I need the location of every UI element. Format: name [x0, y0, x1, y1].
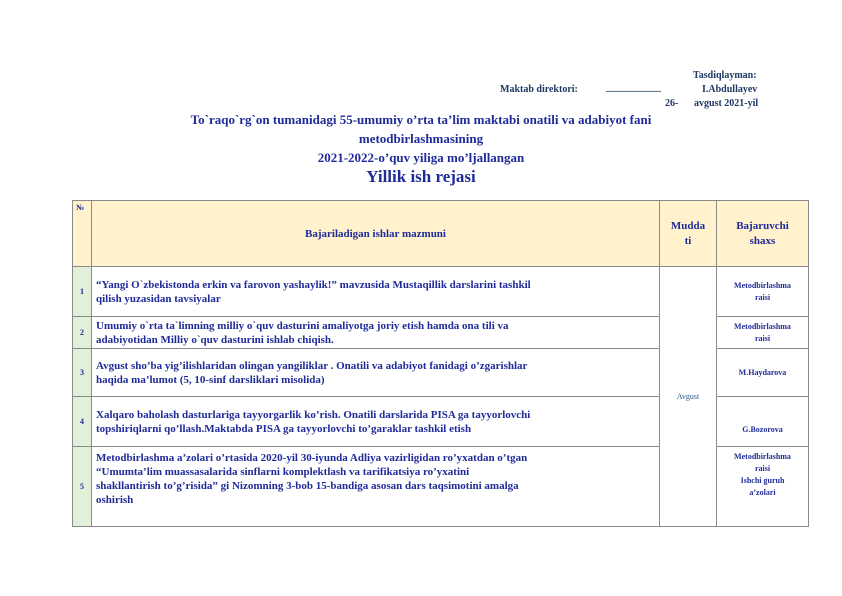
- row-content-line: “Umumta’lim muassasalarida sinflarni komplektlash va tarifikatsiya ro’yxatini: [96, 466, 470, 478]
- responsible-line: raisi: [754, 333, 771, 343]
- row-number: 2: [73, 317, 92, 349]
- approval-label: Tasdiqlayman:: [693, 70, 757, 81]
- row-content-line: shakllantirish to’g’risida” gi Nizomning 3-bob 15-bandiga asosan dars taqsimotini amalga: [96, 480, 519, 492]
- row-content-line: haqida ma’lumot (5, 10-sinf darsliklari misolida): [96, 373, 325, 386]
- responsible-line: G.Bozorova: [742, 425, 783, 434]
- row-content-line: topshiriqlarni qo’llash.Maktabda PISA ga tayyorlovchi to’garaklar tashkil etish: [96, 422, 472, 435]
- table-row: [73, 267, 809, 317]
- title-line-3: 2021-2022-o’quv yiliga mo’ljallangan: [317, 150, 525, 165]
- deadline-cell: Avgust: [660, 267, 717, 527]
- row-number: 1: [73, 267, 92, 317]
- title-line-2: metodbirlashmasining: [358, 131, 484, 146]
- responsible-line: Ishchi guruh: [740, 476, 785, 485]
- row-content: [92, 447, 660, 527]
- row-number: 4: [73, 397, 92, 447]
- work-plan-table: [72, 200, 809, 527]
- responsible-cell: [717, 317, 809, 349]
- responsible-cell: [717, 397, 809, 447]
- row-number: 5: [73, 447, 92, 527]
- row-content-line: Avgust sho’ba yig’ilishlaridan olingan yangiliklar . Onatili va adabiyot fanidagi o’zgarishlar: [96, 359, 528, 372]
- row-content: [92, 317, 660, 349]
- signature-line: ___________: [606, 82, 661, 93]
- row-content: [92, 397, 660, 447]
- row-content-line: oshirish: [96, 494, 134, 506]
- header-responsible-line-1: Bajaruvchi: [736, 219, 789, 232]
- responsible-line: Metodbirlashma: [734, 452, 791, 461]
- responsible-line: raisi: [754, 292, 771, 302]
- row-content: [92, 349, 660, 397]
- header-number: №: [73, 201, 92, 267]
- header-responsible: [717, 201, 809, 267]
- director-name: I.Abdullayev: [702, 84, 758, 95]
- responsible-line: raisi: [754, 464, 771, 473]
- row-content-line: adabiyotidan Milliy o`quv dasturini ishlab chiqish.: [96, 333, 334, 346]
- table-header-row: [73, 201, 809, 267]
- row-content-line: Umumiy o`rta ta`limning milliy o`quv dasturini amaliyotga joriy etish hamda ona tili va: [96, 319, 509, 332]
- header-responsible-line-2: shaxs: [749, 234, 776, 247]
- row-content-line: Metodbirlashma a’zolari o’rtasida 2020-yil 30-iyunda Adliya vazirligidan ro’yxatdan o’tgan: [96, 452, 528, 464]
- header-deadline-line-2: ti: [684, 234, 692, 247]
- responsible-line: M.Haydarova: [738, 367, 787, 377]
- date-day: 26-: [665, 98, 679, 109]
- row-content-line: “Yangi O`zbekistonda erkin va farovon yashaylik!” mavzusida Mustaqillik darslarini tashkil: [96, 278, 531, 291]
- header-deadline-line-1: Mudda: [670, 219, 706, 232]
- row-content-line: Xalqaro baholash dasturlariga tayyorgarlik ko’rish. Onatili darslarida PISA ga tayyorlovchi: [96, 408, 531, 421]
- date-month-year: avgust 2021-yil: [694, 98, 759, 109]
- responsible-line: a’zolari: [749, 488, 776, 497]
- responsible-line: Metodbirlashma: [734, 321, 791, 331]
- responsible-line: Metodbirlashma: [734, 280, 791, 290]
- header-deadline: [660, 201, 717, 267]
- responsible-cell: [717, 349, 809, 397]
- page-title: Yillik ish rejasi: [366, 167, 476, 186]
- director-label: Maktab direktori:: [500, 84, 578, 95]
- header-content: Bajariladigan ishlar mazmuni: [92, 201, 660, 267]
- title-line-1: To`raqo`rg`on tumanidagi 55-umumiy o’rta ta’lim maktabi onatili va adabiyot fani: [190, 112, 652, 127]
- responsible-cell: [717, 267, 809, 317]
- row-content-line: qilish yuzasidan tavsiyalar: [96, 292, 221, 305]
- row-content: [92, 267, 660, 317]
- row-number: 3: [73, 349, 92, 397]
- responsible-cell: [717, 447, 809, 527]
